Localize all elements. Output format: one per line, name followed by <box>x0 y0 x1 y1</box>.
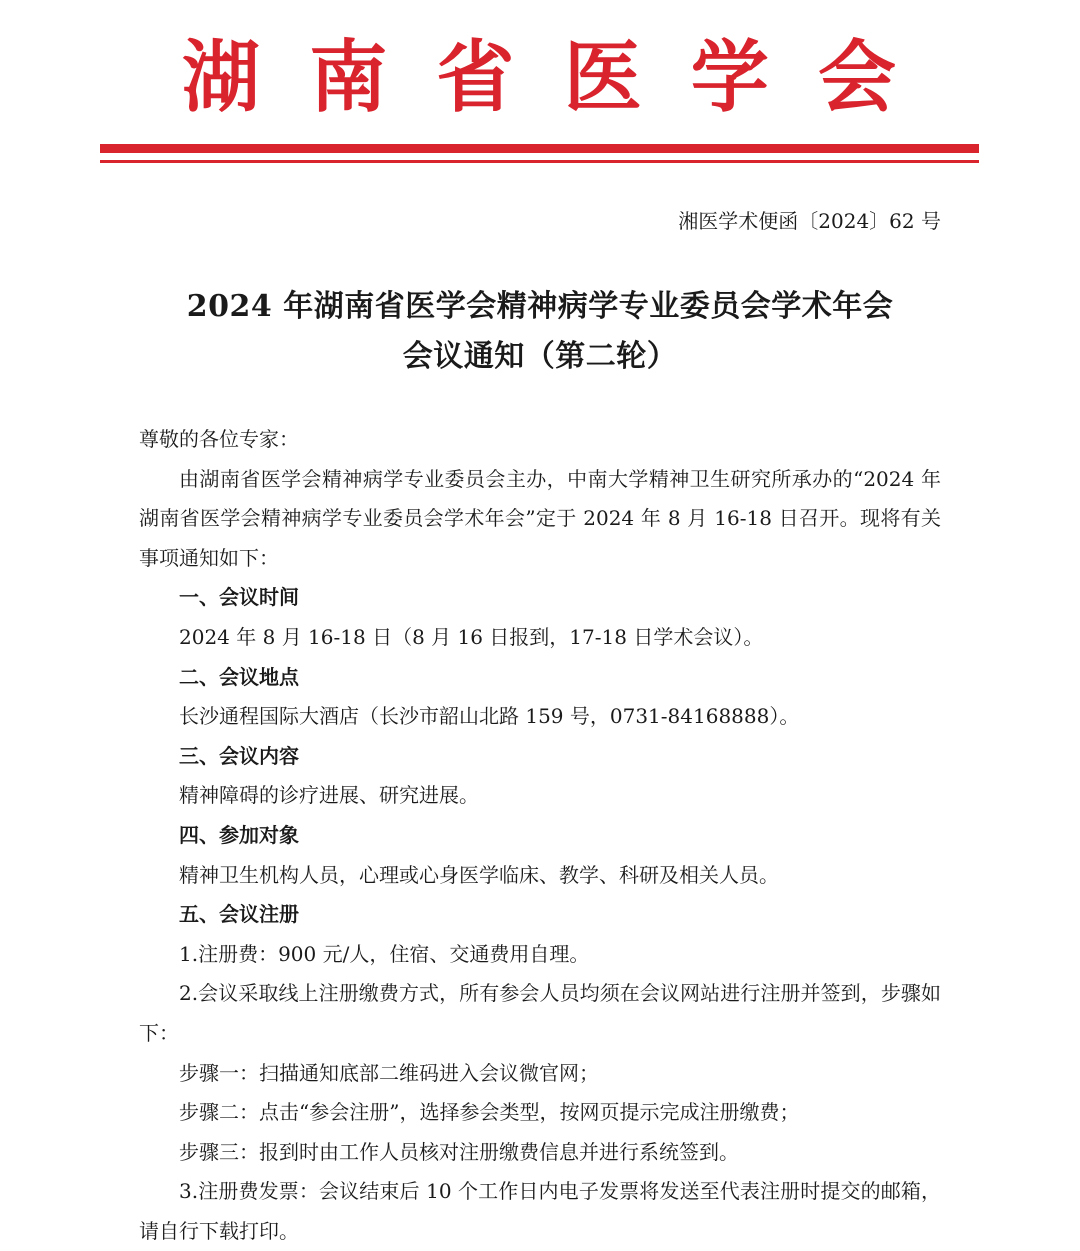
letterhead-char: 省 <box>436 32 515 123</box>
registration-method: 2.会议采取线上注册缴费方式，所有参会人员均须在会议网站进行注册并签到，步骤如下： <box>139 981 941 1045</box>
salutation: 尊敬的各位专家： <box>139 427 299 451</box>
document-title-line-1: 2024 年湖南省医学会精神病学专业委员会学术年会 <box>186 289 894 324</box>
letterhead-char: 南 <box>309 32 388 123</box>
document-body <box>139 420 941 1251</box>
letterhead-title <box>100 30 980 126</box>
section-heading-time: 一、会议时间 <box>179 585 299 610</box>
registration-step-1: 步骤一：扫描通知底部二维码进入会议微官网； <box>179 1060 599 1085</box>
registration-step-3: 步骤三：报到时由工作人员核对注册缴费信息并进行系统签到。 <box>179 1139 739 1164</box>
section-heading-venue: 二、会议地点 <box>179 664 299 689</box>
letterhead-char: 学 <box>690 32 769 123</box>
letterhead-rule-thin <box>100 160 979 163</box>
document-title <box>100 282 980 382</box>
registration-step-2: 步骤二：点击“参会注册”，选择参会类型，按网页提示完成注册缴费； <box>179 1100 800 1125</box>
registration-invoice: 3.注册费发票：会议结束后 10 个工作日内电子发票将发送至代表注册时提交的邮箱，请自行下载打印。 <box>139 1179 941 1243</box>
document-title-line-2: 会议通知（第二轮） <box>402 339 678 374</box>
section-heading-registration: 五、会议注册 <box>179 902 299 927</box>
document-number: 湘医学术便函〔2024〕62 号 <box>678 209 941 233</box>
section-text-audience: 精神卫生机构人员，心理或心身医学临床、教学、科研及相关人员。 <box>179 862 779 887</box>
letterhead-char: 湖 <box>182 32 261 123</box>
section-text-content: 精神障碍的诊疗进展、研究进展。 <box>179 783 479 808</box>
section-heading-content: 三、会议内容 <box>179 743 299 768</box>
section-text-venue: 长沙通程国际大酒店（长沙市韶山北路 159 号，0731-84168888）。 <box>179 704 800 729</box>
registration-fee: 1.注册费：900 元/人，住宿、交通费用自理。 <box>179 941 590 966</box>
letterhead-char: 会 <box>817 32 896 123</box>
section-heading-audience: 四、参加对象 <box>179 822 299 847</box>
section-text-time: 2024 年 8 月 16-18 日（8 月 16 日报到，17-18 日学术会议）。 <box>179 624 764 649</box>
letterhead-char: 医 <box>563 32 642 123</box>
letterhead-rule-thick <box>100 144 979 153</box>
intro-paragraph: 由湖南省医学会精神病学专业委员会主办，中南大学精神卫生研究所承办的“2024 年湖南省医学会精神病学专业委员会学术年会”定于 2024 年 8 月 16-18 日召开。现将有关事项通知如下： <box>139 466 941 570</box>
